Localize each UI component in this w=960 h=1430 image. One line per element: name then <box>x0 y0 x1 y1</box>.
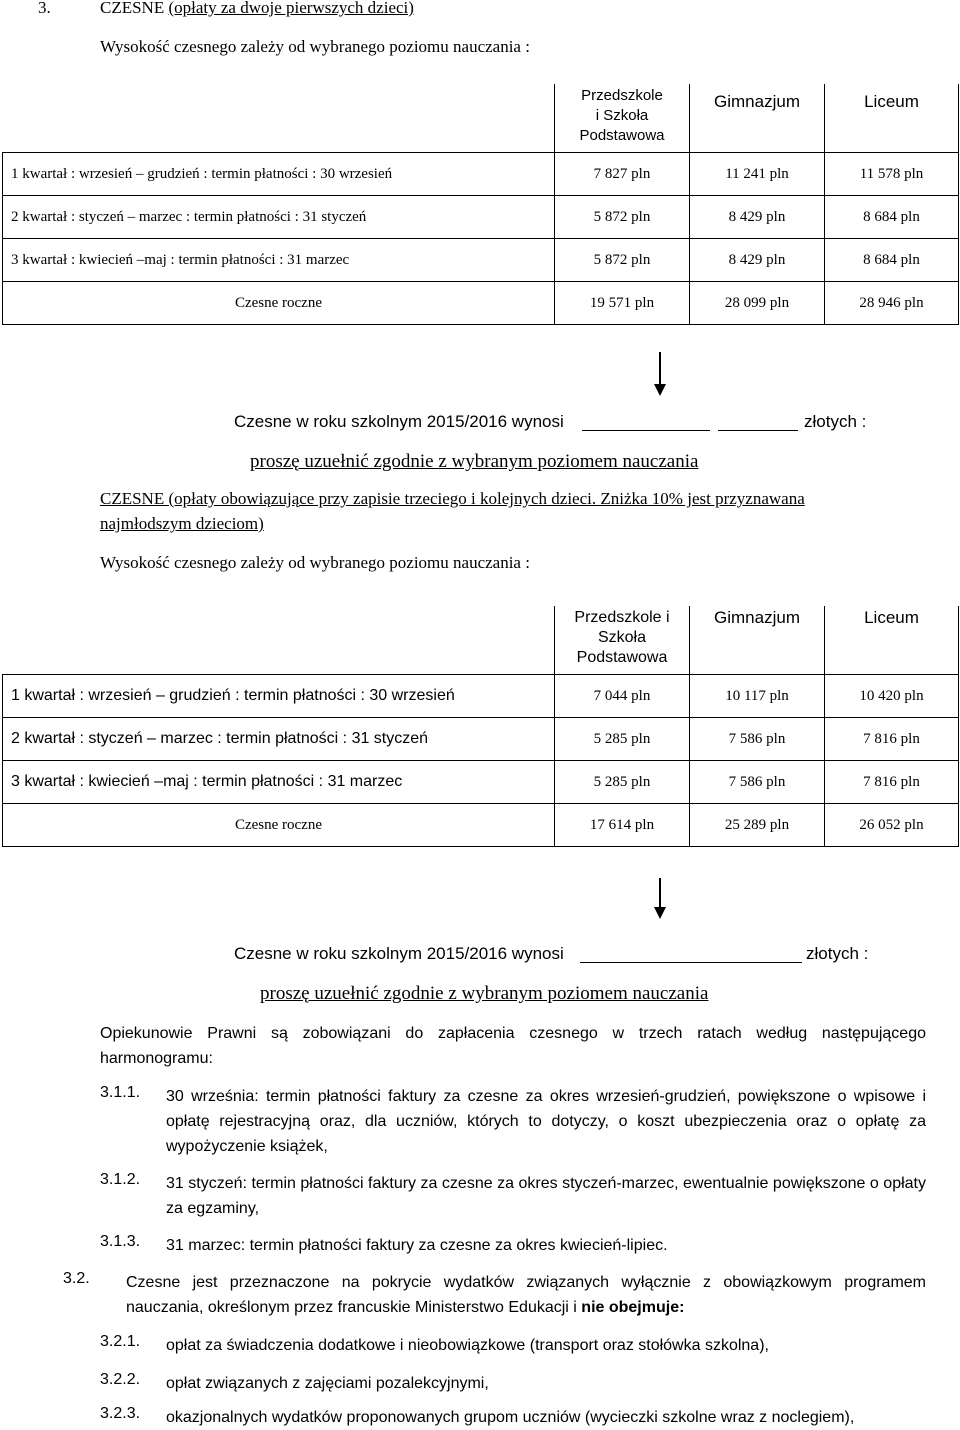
fee-table-2 <box>2 606 959 847</box>
total-value: 28 946 pln <box>825 282 959 325</box>
section-number: 3. <box>38 0 51 17</box>
header-przedszkole: Przedszkole i Szkoła Podstawowa <box>555 606 690 675</box>
coverage-text-main: Czesne jest przeznaczone na pokrycie wydatków związanych wyłącznie z obowiązkowym programem nauczania, określonym przez francuskie Ministerstwo Edukacji i <box>126 1274 926 1316</box>
fee-table-header <box>3 84 959 153</box>
schedule-item-text: 31 marzec: termin płatności faktury za czesne za okres kwiecień-lipiec. <box>166 1237 668 1254</box>
row-label: 3 kwartał : kwiecień ‒maj : termin płatności : 31 marzec <box>3 239 555 282</box>
table-row <box>3 239 959 282</box>
schedule-item-text: 30 września: termin płatności faktury za czesne za okres wrzesień-grudzień, powiększone o wpisowe i opłatę rejestracyjną oraz, dla uczniów, których to dotyczy, o koszt ubezpieczenia oraz o opłatę za wypożyczenie książek, <box>166 1088 926 1155</box>
item-number: 3.1.2. <box>100 1171 141 1188</box>
annual-fee-statement <box>234 944 564 964</box>
row-value: 5 872 pln <box>555 196 690 239</box>
section2-title <box>100 489 805 509</box>
header-spacer <box>3 84 555 153</box>
header-gimnazjum: Gimnazjum <box>690 606 825 675</box>
coverage-text <box>126 1270 926 1320</box>
row-value: 5 285 pln <box>555 761 690 804</box>
row-value: 8 684 pln <box>825 196 959 239</box>
total-label: Czesne roczne <box>3 282 555 325</box>
section2-title-line: CZESNE (opłaty obowiązujące przy zapisie trzeciego i kolejnych dzieci. Zniżka 10% jest przyznawana <box>100 489 805 508</box>
amount-blank-line <box>718 430 798 431</box>
coverage-text-bold: nie obejmuje: <box>581 1299 685 1316</box>
annual-fee-statement <box>234 412 564 432</box>
statement-suffix: złotych : <box>804 412 867 431</box>
total-value: 17 614 pln <box>555 804 690 847</box>
item-number: 3.2.3. <box>100 1405 141 1422</box>
header-liceum: Liceum <box>825 84 959 153</box>
row-value: 10 117 pln <box>690 675 825 718</box>
fee-table-header <box>3 606 959 675</box>
row-value: 7 816 pln <box>825 761 959 804</box>
row-value: 5 285 pln <box>555 718 690 761</box>
row-value: 11 578 pln <box>825 153 959 196</box>
coverage-item-text: opłat związanych z zajęciami pozalekcyjnymi, <box>166 1375 489 1392</box>
row-value: 5 872 pln <box>555 239 690 282</box>
table-row <box>3 718 959 761</box>
total-value: 19 571 pln <box>555 282 690 325</box>
fill-instruction: proszę uzuełnić zgodnie z wybranym poziomem nauczania <box>250 451 699 472</box>
row-label: 2 kwartał : styczeń ‒ marzec : termin płatności : 31 styczeń <box>3 196 555 239</box>
row-value: 7 816 pln <box>825 718 959 761</box>
total-value: 25 289 pln <box>690 804 825 847</box>
total-row <box>3 804 959 847</box>
amount-blank-line <box>582 430 710 431</box>
header-przedszkole: Przedszkole i Szkoła Podstawowa <box>555 84 690 153</box>
item-number: 3.1.1. <box>100 1084 141 1101</box>
header-gimnazjum: Gimnazjum <box>690 84 825 153</box>
header-spacer <box>3 606 555 675</box>
coverage-item-text: okazjonalnych wydatków proponowanych grupom uczniów (wycieczki szkolne wraz z noclegiem), <box>166 1409 855 1426</box>
row-value: 11 241 pln <box>690 153 825 196</box>
fee-subtitle: Wysokość czesnego zależy od wybranego poziomu nauczania : <box>100 37 530 56</box>
table-row <box>3 196 959 239</box>
total-value: 28 099 pln <box>690 282 825 325</box>
row-value: 7 827 pln <box>555 153 690 196</box>
table-row <box>3 761 959 804</box>
row-value: 10 420 pln <box>825 675 959 718</box>
total-label: Czesne roczne <box>3 804 555 847</box>
row-label: 3 kwartał : kwiecień ‒maj : termin płatności : 31 marzec <box>3 761 555 804</box>
row-value: 7 586 pln <box>690 718 825 761</box>
row-value: 7 044 pln <box>555 675 690 718</box>
item-number: 3.1.3. <box>100 1233 141 1250</box>
section-title <box>100 0 414 18</box>
statement-prefix: Czesne w roku szkolnym 2015/2016 wynosi <box>234 944 564 963</box>
row-value: 8 684 pln <box>825 239 959 282</box>
amount-blank-line <box>580 962 802 963</box>
item-number: 3.2.2. <box>100 1371 141 1388</box>
row-value: 7 586 pln <box>690 761 825 804</box>
coverage-item-text: opłat za świadczenia dodatkowe i nieobowiązkowe (transport oraz stołówka szkolna), <box>166 1337 769 1354</box>
table-row <box>3 675 959 718</box>
header-liceum: Liceum <box>825 606 959 675</box>
row-label: 2 kwartał : styczeń ‒ marzec : termin płatności : 31 styczeń <box>3 718 555 761</box>
section-title-note: (opłaty za dwoje pierwszych dzieci) <box>168 0 414 17</box>
row-label: 1 kwartał : wrzesień ‒ grudzień : termin płatności : 30 wrzesień <box>3 675 555 718</box>
item-number: 3.2. <box>63 1270 90 1287</box>
total-value: 26 052 pln <box>825 804 959 847</box>
statement-prefix: Czesne w roku szkolnym 2015/2016 wynosi <box>234 412 564 431</box>
section2-title-line: najmłodszym dzieciom) <box>100 514 264 533</box>
row-label: 1 kwartał : wrzesień ‒ grudzień : termin płatności : 30 wrzesień <box>3 153 555 196</box>
statement-suffix: złotych : <box>806 944 869 963</box>
section-title-main: CZESNE <box>100 0 165 17</box>
fee-subtitle: Wysokość czesnego zależy od wybranego poziomu nauczania : <box>100 553 530 572</box>
row-value: 8 429 pln <box>690 196 825 239</box>
fee-table-1 <box>2 84 959 325</box>
schedule-intro: Opiekunowie Prawni są zobowiązani do zapłacenia czesnego w trzech ratach według następującego harmonogramu: <box>100 1025 926 1067</box>
fill-instruction: proszę uzuełnić zgodnie z wybranym poziomem nauczania <box>260 983 709 1004</box>
row-value: 8 429 pln <box>690 239 825 282</box>
section2-title <box>100 514 264 534</box>
table-row <box>3 153 959 196</box>
schedule-item-text: 31 styczeń: termin płatności faktury za czesne za okres styczeń-marzec, ewentualnie powiększone o opłaty za egzaminy, <box>166 1175 926 1217</box>
total-row <box>3 282 959 325</box>
item-number: 3.2.1. <box>100 1333 141 1350</box>
